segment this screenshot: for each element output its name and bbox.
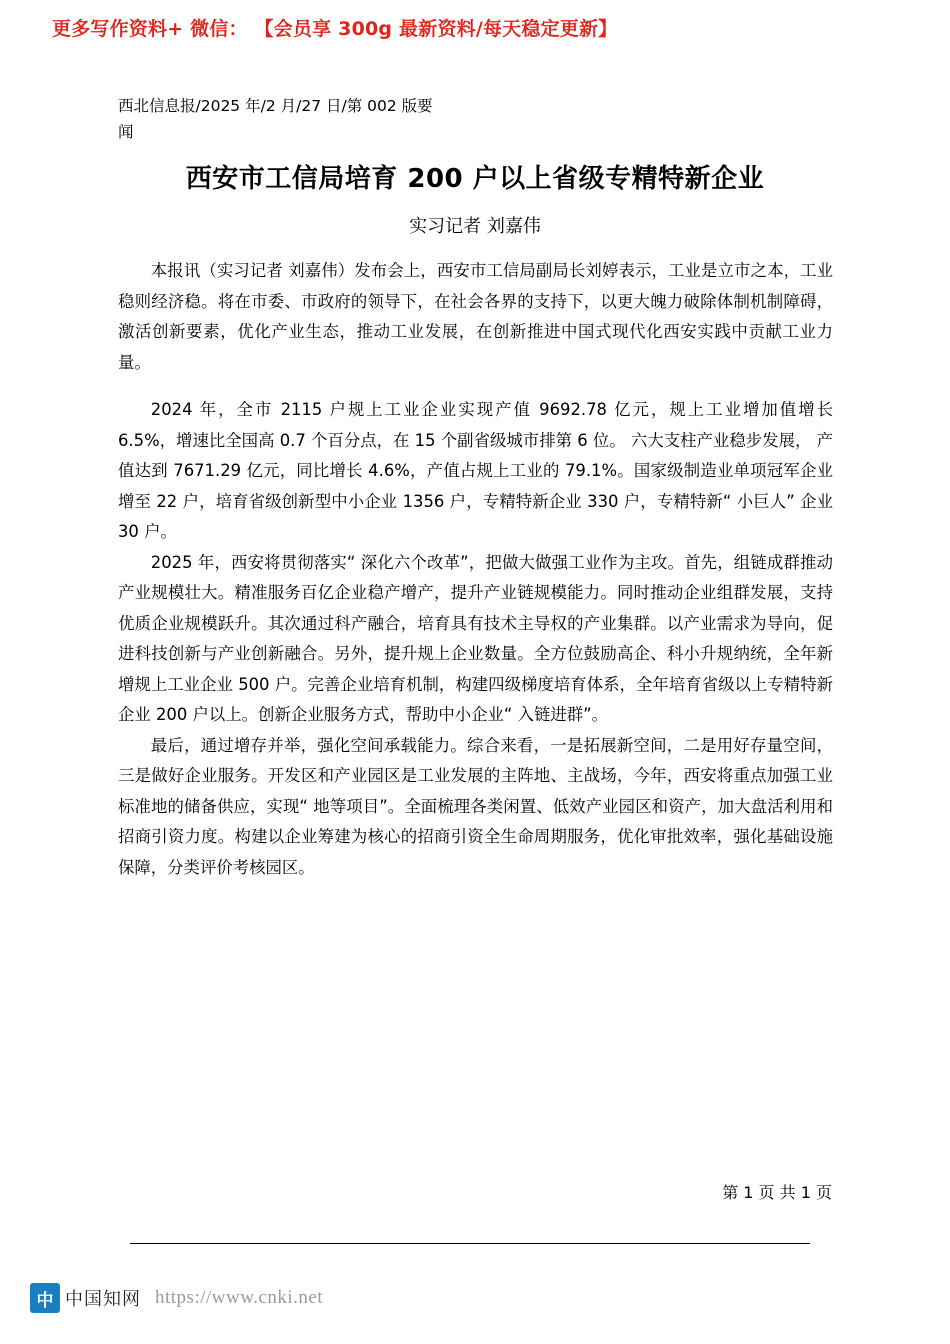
paragraph: 最后，通过增存并举，强化空间承载能力。综合来看，一是拓展新空间，二是用好存量空间，三是做好企业服务。开发区和产业园区是工业发展的主阵地、主战场，今年，西安将重点加强工业标准地的储备供应，实现“ 地等项目”。全面梳理各类闲置、低效产业园区和资产，加大盘活利用和招商引资力度。构建以企业筹建为核心的招商引资全生命周期服务，优化审批效率，强化基础设施保障，分类评价考核园区。 <box>118 735 833 877</box>
article-body <box>118 256 833 883</box>
paragraph: 2024 年，全市 2115 户规上工业企业实现产值 9692.78 亿元，规上工业增加值增长 6.5%，增速比全国高 0.7 个百分点，在 15 个副省级城市排第 6 位。 六大支柱产业稳步发展， 产值达到 7671.29 亿元，同比增长 4.6%，产值占规上工业的 79.1%。国家级制造业单项冠军企业增至 22 户，培育省级创新型中小企业 1356 户，专精特新企业 330 户，专精特新“ 小巨人” 企业 30 户。 <box>118 400 833 541</box>
cnki-url: https://www.cnki.net <box>155 1287 324 1308</box>
article-byline: 实习记者 刘嘉伟 <box>409 216 541 237</box>
paragraph: 本报讯（实习记者 刘嘉伟）发布会上，西安市工信局副局长刘婷表示，工业是立市之本，工业稳则经济稳。将在市委、市政府的领导下，在社会各界的支持下，以更大魄力破除体制机制障碍，激活创新要素，优化产业生态，推动工业发展，在创新推进中国式现代化西安实践中贡献工业力量。 <box>118 261 833 372</box>
article-source-line: 西北信息报/2025 年/2 月/27 日/第 002 版要闻 <box>118 97 433 141</box>
page-number: 第 1 页 共 1 页 <box>722 1183 832 1202</box>
cnki-footer <box>30 1283 323 1313</box>
paragraph: 2025 年，西安将贯彻落实“ 深化六个改革”，把做大做强工业作为主攻。首先，组链成群推动产业规模壮大。精准服务百亿企业稳产增产，提升产业链规模能力。同时推动企业组群发展，支持优质企业规模跃升。其次通过科产融合，培育具有技术主导权的产业集群。以产业需求为导向，促进科技创新与产业创新融合。另外，提升规上企业数量。全方位鼓励高企、科小升规纳统，全年新增规上工业企业 500 户。完善企业培育机制，构建四级梯度培育体系，全年培育省级以上专精特新企业 200 户以上。创新企业服务方式，帮助中小企业“ 入链进群”。 <box>118 552 833 724</box>
cnki-logo <box>30 1283 141 1313</box>
cnki-logo-icon: 中 <box>30 1283 60 1313</box>
footer-divider <box>130 1243 810 1244</box>
promo-banner-text: 更多写作资料+ 微信： 【会员享 300g 最新资料/每天稳定更新】 <box>52 18 618 40</box>
page-title: 西安市工信局培育 200 户以上省级专精特新企业 <box>185 164 765 194</box>
cnki-logo-label: 中国知网 <box>65 1289 141 1310</box>
